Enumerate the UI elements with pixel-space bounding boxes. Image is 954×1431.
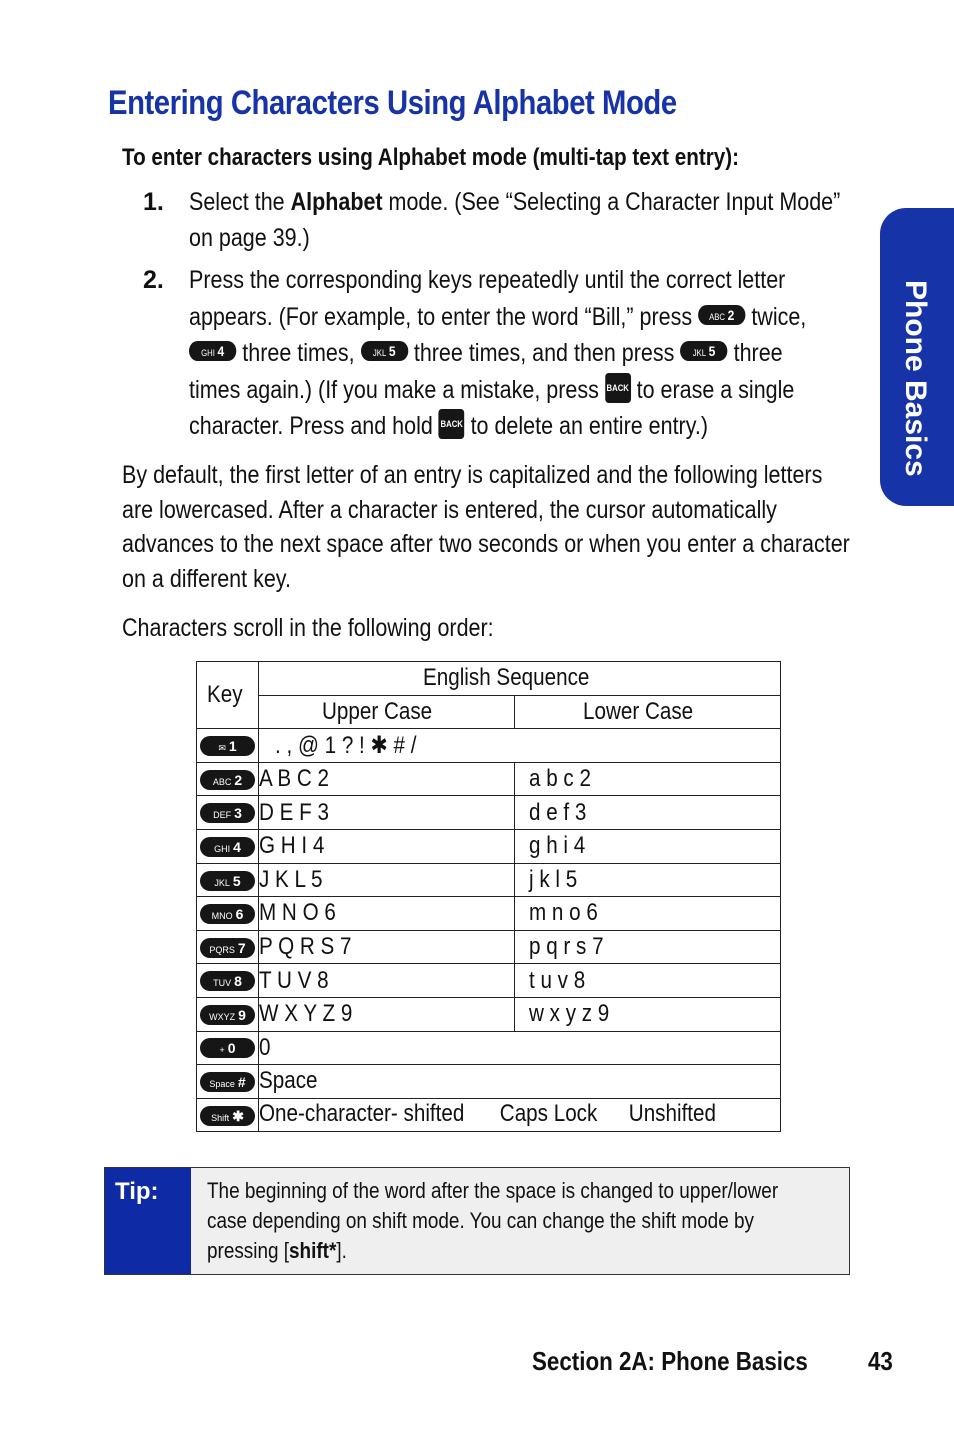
key-9-icon: WXYZ 9 <box>200 1005 255 1025</box>
key-1-icon: ✉ 1 <box>200 736 255 756</box>
footer-section: Section 2A: Phone Basics <box>532 1346 808 1376</box>
table-row: JKL 5 J K L 5 j k l 5 <box>197 863 781 897</box>
table-row: WXYZ 9 W X Y Z 9 w x y z 9 <box>197 997 781 1031</box>
table-row: Shift ✱ One-character- shifted Caps Lock Unshifted <box>197 1098 781 1132</box>
tip-label: Tip: <box>105 1168 191 1274</box>
upper-case-header: Upper Case <box>259 695 514 729</box>
table-row: MNO 6 M N O 6 m n o 6 <box>197 897 781 931</box>
step-line: GHI 4 three times, JKL 5 three times, and then press JKL 5 three <box>189 335 783 372</box>
key-3-icon: DEF 3 <box>200 803 255 823</box>
key-5-icon: JKL 5 <box>200 871 255 891</box>
table-row: ABC 2 A B C 2 a b c 2 <box>197 762 781 796</box>
page-title: Entering Characters Using Alphabet Mode <box>108 84 677 122</box>
tip-text: The beginning of the word after the space is changed to upper/lower case depending on shift mode. You can change the shift mode by pressing [shift*]. <box>207 1178 779 1263</box>
key-6-icon: MNO 6 <box>200 904 255 924</box>
table-row: TUV 8 T U V 8 t u v 8 <box>197 964 781 998</box>
key-2-icon: ABC 2 <box>698 305 745 325</box>
table-row: ✉ 1 . , @ 1 ? ! ✱ # / <box>197 729 781 763</box>
body-paragraph: By default, the first letter of an entry is capitalized and the following letters are lowercased. After a character is entered, the cursor automatically advances to the next space after two seconds or when you enter a character on a different key. <box>122 461 850 593</box>
english-sequence-header: English Sequence <box>259 662 781 696</box>
step-line: on page 39.) <box>189 224 310 252</box>
key-0-icon: + 0 <box>200 1038 255 1058</box>
key-5-icon: JKL 5 <box>361 341 408 361</box>
page-number: 43 <box>868 1346 893 1376</box>
section-tab-label: Phone Basics <box>899 280 932 477</box>
tip-box <box>104 1167 850 1275</box>
key-4-icon: GHI 4 <box>200 837 255 857</box>
key-space-icon: Space # <box>200 1072 255 1092</box>
back-key-icon: BACK <box>605 373 631 403</box>
table-row: Space # Space <box>197 1065 781 1099</box>
key-column-header: Key <box>197 662 259 729</box>
table-intro: Characters scroll in the following order: <box>122 614 494 642</box>
step-number: 2. <box>143 266 164 294</box>
character-sequence-table <box>196 661 781 1132</box>
step-line: times again.) (If you make a mistake, press BACK to erase a single <box>189 372 794 409</box>
table-row: GHI 4 G H I 4 g h i 4 <box>197 829 781 863</box>
step-line: Select the Alphabet mode. (See “Selecting a Character Input Mode” <box>189 188 841 216</box>
lower-case-header: Lower Case <box>514 695 780 729</box>
table-row: + 0 0 <box>197 1031 781 1065</box>
step-line: character. Press and hold BACK to delete an entire entry.) <box>189 408 708 445</box>
key-4-icon: GHI 4 <box>189 341 236 361</box>
key-8-icon: TUV 8 <box>200 971 255 991</box>
table-row: DEF 3 D E F 3 d e f 3 <box>197 796 781 830</box>
key-shift-icon: Shift ✱ <box>200 1106 255 1126</box>
key-7-icon: PQRS 7 <box>200 938 255 958</box>
back-key-icon: BACK <box>439 409 465 439</box>
step-line: Press the corresponding keys repeatedly until the correct letter <box>189 266 786 294</box>
key-2-icon: ABC 2 <box>200 770 255 790</box>
key-5-icon: JKL 5 <box>680 341 727 361</box>
step-number: 1. <box>143 188 164 216</box>
table-row: PQRS 7 P Q R S 7 p q r s 7 <box>197 930 781 964</box>
procedure-heading: To enter characters using Alphabet mode (multi-tap text entry): <box>122 144 739 171</box>
step-line: appears. (For example, to enter the word “Bill,” press ABC 2 twice, <box>189 302 807 331</box>
